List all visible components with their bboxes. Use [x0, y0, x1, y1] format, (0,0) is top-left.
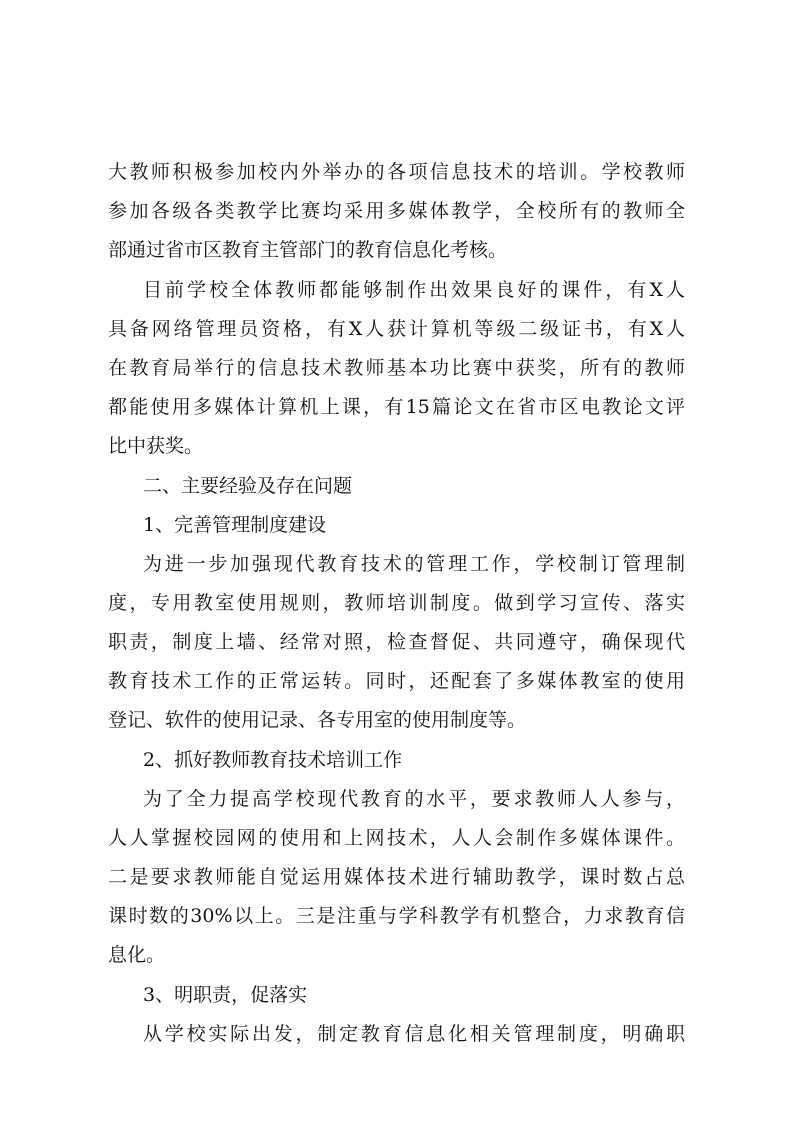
paragraph-line: 为进一步加强现代教育技术的管理工作，学校制订管理制: [143, 553, 685, 575]
paragraph-line: 都能使用多媒体计算机上课，有15篇论文在省市区电教论文评: [108, 396, 685, 418]
subsection-heading: 2、抓好教师教育技术培训工作: [143, 749, 403, 771]
paragraph-line: 具备网络管理员资格，有X人获计算机等级二级证书，有X人: [108, 318, 685, 340]
paragraph-line: 二是要求教师能自觉运用媒体技术进行辅助教学，课时数占总: [108, 866, 685, 888]
paragraph-line: 部通过省市区教育主管部门的教育信息化考核。: [108, 239, 508, 261]
paragraph-line: 为了全力提高学校现代教育的水平，要求教师人人参与，: [143, 788, 685, 810]
paragraph-line: 课时数的30%以上。三是注重与学科教学有机整合，力求教育信: [108, 905, 685, 927]
paragraph-line: 比中获奖。: [108, 435, 204, 457]
paragraph-line: 息化。: [108, 944, 166, 966]
paragraph-line: 登记、软件的使用记录、各专用室的使用制度等。: [108, 709, 527, 731]
subsection-heading: 1、完善管理制度建设: [143, 514, 327, 536]
subsection-heading: 3、明职责，促落实: [143, 984, 308, 1006]
paragraph-line: 人人掌握校园网的使用和上网技术，人人会制作多媒体课件。: [108, 827, 685, 849]
paragraph-line: 从学校实际出发，制定教育信息化相关管理制度，明确职: [143, 1023, 685, 1045]
section-heading: 二、主要经验及存在问题: [143, 475, 353, 497]
paragraph-line: 职责，制度上墙、经常对照，检查督促、共同遵守，确保现代: [108, 631, 685, 653]
paragraph-line: 参加各级各类教学比赛均采用多媒体教学，全校所有的教师全: [108, 200, 685, 222]
paragraph-line: 目前学校全体教师都能够制作出效果良好的课件，有X人: [143, 279, 685, 301]
paragraph-line: 教育技术工作的正常运转。同时，还配套了多媒体教室的使用: [108, 670, 685, 692]
paragraph-line: 度，专用教室使用规则，教师培训制度。做到学习宣传、落实: [108, 592, 685, 614]
paragraph-line: 大教师积极参加校内外举办的各项信息技术的培训。学校教师: [108, 161, 685, 183]
paragraph-line: 在教育局举行的信息技术教师基本功比赛中获奖，所有的教师: [108, 357, 685, 379]
